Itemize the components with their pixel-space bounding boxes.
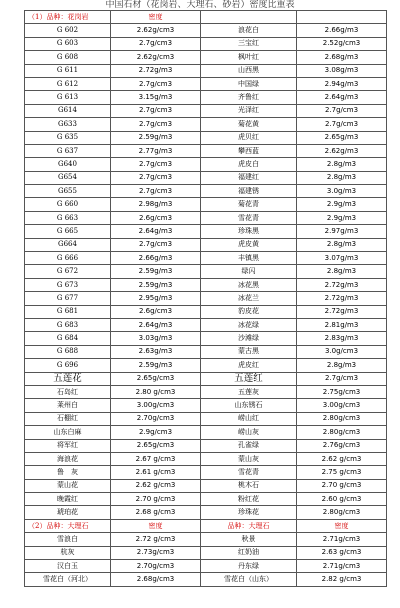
table-row: [25, 412, 387, 425]
table-row: [25, 345, 387, 358]
stone-density: 2.76g/cm3: [297, 439, 387, 452]
stone-name: 冰花黑: [201, 278, 297, 291]
stone-density: 2.7g/cm3: [111, 37, 201, 50]
table-row: [25, 104, 387, 117]
stone-name: G614: [25, 104, 111, 117]
stone-name: G 663: [25, 211, 111, 224]
stone-density: 2.8g/m3: [297, 238, 387, 251]
stone-density: 2.67 g/cm3: [111, 452, 201, 465]
stone-name: 菊花青: [201, 198, 297, 211]
table-row: [25, 292, 387, 305]
stone-name: 虎皮黄: [201, 238, 297, 251]
stone-name: 秋景: [201, 533, 297, 546]
stone-name: 冰花兰: [201, 292, 297, 305]
stone-density: 2.7g/cm3: [297, 104, 387, 117]
table-row: [25, 118, 387, 131]
section1-header-row: [25, 11, 387, 24]
stone-name: G633: [25, 118, 111, 131]
stone-density: 2.68g/m3: [297, 51, 387, 64]
stone-density: 2.94g/m3: [297, 77, 387, 90]
stone-name: 蒙古黑: [201, 345, 297, 358]
stone-name: 珍珠花: [201, 506, 297, 519]
stone-density: 2.62g/cm3: [111, 24, 201, 37]
stone-name: G 673: [25, 278, 111, 291]
stone-name: 粉红花: [201, 493, 297, 506]
stone-name: G 666: [25, 252, 111, 265]
table-row: [25, 439, 387, 452]
stone-density: 2.7g/cm3: [111, 185, 201, 198]
stone-density: 2.72g/m3: [297, 292, 387, 305]
stone-name: 雪花青: [201, 466, 297, 479]
table-row: [25, 533, 387, 546]
table-row: [25, 185, 387, 198]
stone-density: 2.71g/cm3: [297, 533, 387, 546]
table-row: [25, 385, 387, 398]
stone-density: 2.7g/cm3: [111, 104, 201, 117]
stone-name: G 637: [25, 144, 111, 157]
stone-density: 2.7g/cm3: [111, 158, 201, 171]
stone-name: 孔雀绿: [201, 439, 297, 452]
stone-name: 将军红: [25, 439, 111, 452]
table-row: [25, 426, 387, 439]
stone-name: G 613: [25, 91, 111, 104]
stone-density: 2.97g/m3: [297, 225, 387, 238]
table-row: [25, 452, 387, 465]
stone-name: 雪花白（山东）: [201, 573, 297, 586]
stone-density: 2.9g/m3: [297, 198, 387, 211]
stone-density: 3.08g/m3: [297, 64, 387, 77]
stone-density: 2.62 g/cm3: [297, 452, 387, 465]
stone-density: 2.80g/cm3: [297, 506, 387, 519]
stone-name: 山东锈石: [201, 399, 297, 412]
section-heading: （2）品种：大理石: [25, 519, 111, 532]
table-row: [25, 573, 387, 586]
density-table: [24, 10, 387, 587]
table-row: [25, 158, 387, 171]
stone-name: 三宝红: [201, 37, 297, 50]
stone-name: G 684: [25, 332, 111, 345]
stone-density: 2.75 g/cm3: [297, 466, 387, 479]
stone-name: 虎皮红: [201, 359, 297, 372]
stone-density: 2.9g/cm3: [111, 426, 201, 439]
stone-density: 2.6g/cm3: [111, 211, 201, 224]
stone-density: 2.7g/cm3: [111, 118, 201, 131]
table-row: [25, 479, 387, 492]
table-row: [25, 91, 387, 104]
stone-name: G 611: [25, 64, 111, 77]
stone-density: 2.80 g/cm3: [111, 385, 201, 398]
stone-name: 绿闪: [201, 265, 297, 278]
stone-density: 2.62g/cm3: [111, 51, 201, 64]
stone-density: 2.7g/cm3: [111, 77, 201, 90]
stone-name: 海浪花: [25, 452, 111, 465]
stone-density: 2.82 g/cm3: [297, 573, 387, 586]
stone-name: 福建红: [201, 171, 297, 184]
stone-density: 2.72 g/cm3: [111, 533, 201, 546]
stone-name: 丹东绿: [201, 560, 297, 573]
table-row: [25, 64, 387, 77]
stone-density: 2.81g/m3: [297, 318, 387, 331]
stone-name: 山东白麻: [25, 426, 111, 439]
stone-density: 2.72g/m3: [297, 305, 387, 318]
stone-density: 2.63g/m3: [111, 345, 201, 358]
stone-density: 2.72g/m3: [111, 64, 201, 77]
stone-name: 枫叶红: [201, 51, 297, 64]
table-row: [25, 466, 387, 479]
table-row: [25, 546, 387, 559]
table-row: [25, 144, 387, 157]
stone-density: 2.80g/cm3: [297, 426, 387, 439]
density-column-header: 密度: [111, 519, 201, 532]
stone-name: 鲁 灰: [25, 466, 111, 479]
stone-name: 雪花青: [201, 211, 297, 224]
table-row: [25, 506, 387, 519]
stone-name: 五莲花: [25, 372, 111, 385]
stone-density: 2.64g/m3: [297, 91, 387, 104]
stone-name: G 602: [25, 24, 111, 37]
table-row: [25, 24, 387, 37]
stone-name: G654: [25, 171, 111, 184]
stone-density: 2.73g/cm3: [111, 546, 201, 559]
stone-name: 石棚红: [25, 412, 111, 425]
stone-density: 3.03g/m3: [111, 332, 201, 345]
stone-name: 齐鲁红: [201, 91, 297, 104]
table-row: [25, 131, 387, 144]
density-column-header: 密度: [111, 11, 201, 24]
stone-name: 丰镇黑: [201, 252, 297, 265]
stone-name: 蒙山花: [25, 479, 111, 492]
table-row: [25, 37, 387, 50]
stone-name: 蒙山灰: [201, 452, 297, 465]
stone-name: 晚霞红: [25, 493, 111, 506]
stone-name: G655: [25, 185, 111, 198]
stone-density: 2.7g/cm3: [297, 118, 387, 131]
table-row: [25, 211, 387, 224]
stone-name: G 660: [25, 198, 111, 211]
stone-density: 2.70 g/cm3: [111, 493, 201, 506]
stone-name: G 665: [25, 225, 111, 238]
stone-density: 2.65g/cm3: [111, 372, 201, 385]
stone-name: G 672: [25, 265, 111, 278]
table-row: [25, 238, 387, 251]
table-row: [25, 252, 387, 265]
stone-name: 崂山红: [201, 412, 297, 425]
stone-density: 2.71g/cm3: [297, 560, 387, 573]
stone-density: 2.59g/m3: [111, 278, 201, 291]
stone-density: 2.8g/m3: [297, 359, 387, 372]
stone-name: 石岛红: [25, 385, 111, 398]
page-title: 中国石材（花岗岩、大理石、砂岩）密度比重表: [105, 0, 295, 10]
stone-density: 2.52g/cm3: [297, 37, 387, 50]
stone-name: G664: [25, 238, 111, 251]
stone-name: 汉白玉: [25, 560, 111, 573]
stone-density: 3.15g/m3: [111, 91, 201, 104]
empty-header-cell: [201, 11, 297, 24]
stone-density: 2.7g/cm3: [297, 372, 387, 385]
stone-name: 崂山灰: [201, 426, 297, 439]
stone-name: 五莲红: [201, 372, 297, 385]
stone-name: G 603: [25, 37, 111, 50]
table-row: [25, 305, 387, 318]
stone-density: 2.8g/m3: [297, 171, 387, 184]
stone-density: 2.66g/m3: [111, 252, 201, 265]
stone-density: 2.75g/cm3: [297, 385, 387, 398]
stone-density: 2.77g/m3: [111, 144, 201, 157]
stone-name: 中国绿: [201, 77, 297, 90]
table-row: [25, 51, 387, 64]
stone-density: 2.62g/m3: [297, 144, 387, 157]
stone-density: 2.68g/cm3: [111, 573, 201, 586]
table-row: [25, 493, 387, 506]
table-row: [25, 560, 387, 573]
table-row: [25, 372, 387, 385]
table-row: [25, 77, 387, 90]
stone-density: 2.59g/m3: [111, 131, 201, 144]
table-row: [25, 332, 387, 345]
stone-name: 菊花黄: [201, 118, 297, 131]
stone-name: G 608: [25, 51, 111, 64]
stone-density: 2.9g/m3: [297, 211, 387, 224]
stone-density: 2.62 g/cm3: [111, 479, 201, 492]
stone-density: 2.59g/m3: [111, 359, 201, 372]
stone-name: 豹皮花: [201, 305, 297, 318]
stone-name: 红奶油: [201, 546, 297, 559]
stone-name: G 696: [25, 359, 111, 372]
stone-name: G 635: [25, 131, 111, 144]
stone-density: 2.68 g/cm3: [111, 506, 201, 519]
stone-name: G 612: [25, 77, 111, 90]
section-heading-right: 品种：大理石: [201, 519, 297, 532]
stone-density: 3.00g/cm3: [297, 399, 387, 412]
stone-density: 2.64g/m3: [111, 225, 201, 238]
stone-density: 2.64g/m3: [111, 318, 201, 331]
stone-name: 山西黑: [201, 64, 297, 77]
stone-name: 雪花白（河北）: [25, 573, 111, 586]
stone-density: 2.8g/m3: [297, 265, 387, 278]
stone-name: 杭灰: [25, 546, 111, 559]
section-heading: （1）品种：花岗岩: [25, 11, 111, 24]
table-row: [25, 278, 387, 291]
stone-name: 珍珠黑: [201, 225, 297, 238]
stone-name: 虎贝红: [201, 131, 297, 144]
stone-name: 桃木石: [201, 479, 297, 492]
stone-density: 2.65g/cm3: [111, 439, 201, 452]
stone-density: 2.70g/cm3: [111, 412, 201, 425]
stone-name: G 683: [25, 318, 111, 331]
table-row: [25, 171, 387, 184]
stone-density: 3.0g/cm3: [297, 345, 387, 358]
stone-name: G 688: [25, 345, 111, 358]
stone-density: 2.6g/cm3: [111, 305, 201, 318]
stone-name: G 677: [25, 292, 111, 305]
table-row: [25, 198, 387, 211]
stone-density: 2.70 g/cm3: [297, 479, 387, 492]
stone-density: 2.7g/cm3: [111, 171, 201, 184]
stone-density: 2.95g/m3: [111, 292, 201, 305]
stone-density: 3.0g/m3: [297, 185, 387, 198]
stone-name: 莱州白: [25, 399, 111, 412]
stone-density: 3.07g/m3: [297, 252, 387, 265]
stone-name: 冰花绿: [201, 318, 297, 331]
stone-density: 2.83g/m3: [297, 332, 387, 345]
stone-density: 3.00g/cm3: [111, 399, 201, 412]
stone-name: 福建锈: [201, 185, 297, 198]
stone-name: 沙滩绿: [201, 332, 297, 345]
stone-name: G640: [25, 158, 111, 171]
stone-density: 2.70g/cm3: [111, 560, 201, 573]
table-row: [25, 318, 387, 331]
section2-header-row: [25, 519, 387, 532]
stone-density: 2.7g/cm3: [111, 238, 201, 251]
table-row: [25, 265, 387, 278]
stone-name: 虎皮白: [201, 158, 297, 171]
stone-density: 2.72g/m3: [297, 278, 387, 291]
table-row: [25, 399, 387, 412]
stone-name: 光泽红: [201, 104, 297, 117]
stone-density: 2.61 g/cm3: [111, 466, 201, 479]
stone-density: 2.80g/cm3: [297, 412, 387, 425]
stone-density: 2.66g/m3: [297, 24, 387, 37]
stone-name: 浪花白: [201, 24, 297, 37]
empty-header-cell: [297, 11, 387, 24]
stone-density: 2.60 g/cm3: [297, 493, 387, 506]
table-row: [25, 359, 387, 372]
density-column-header-right: 密度: [297, 519, 387, 532]
stone-name: G 681: [25, 305, 111, 318]
stone-name: 雪浪白: [25, 533, 111, 546]
stone-density: 2.59g/m3: [111, 265, 201, 278]
table-row: [25, 225, 387, 238]
stone-density: 2.8g/m3: [297, 158, 387, 171]
stone-name: 五莲灰: [201, 385, 297, 398]
stone-name: 攀西蓝: [201, 144, 297, 157]
stone-density: 2.65g/m3: [297, 131, 387, 144]
stone-name: 琥珀花: [25, 506, 111, 519]
stone-density: 2.98g/m3: [111, 198, 201, 211]
stone-density: 2.63 g/cm3: [297, 546, 387, 559]
